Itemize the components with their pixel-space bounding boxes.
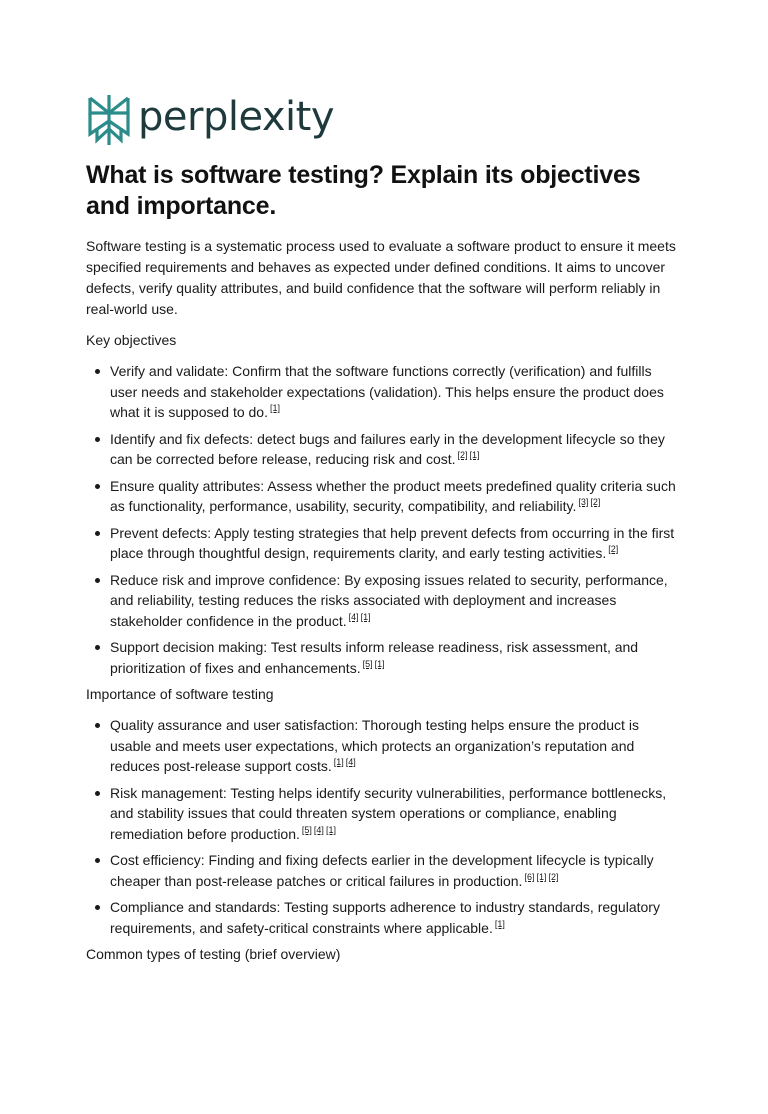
citation-link[interactable]: [4] — [348, 611, 359, 622]
list-item — [110, 570, 682, 632]
perplexity-logo — [86, 90, 682, 150]
citation-link[interactable]: [1] — [325, 824, 336, 835]
list-item — [110, 476, 682, 517]
citation-link[interactable]: [1] — [536, 871, 547, 882]
objectives-list — [86, 361, 682, 678]
types-heading: Common types of testing (brief overview) — [86, 946, 341, 962]
citation-link[interactable]: [6] — [524, 871, 535, 882]
page-title: What is software testing? Explain its objectives and importance. — [86, 161, 641, 220]
list-item-text: Verify and validate: Confirm that the software functions correctly (verification) and fulfills user needs and stakeholder expectations (validation). This helps ensure the product does what it is supposed to do. — [110, 363, 664, 420]
list-item — [110, 715, 682, 777]
citation-link[interactable]: [1] — [494, 918, 505, 929]
citation-link[interactable]: [5] — [362, 658, 373, 669]
list-item — [110, 850, 682, 891]
list-item-text: Quality assurance and user satisfaction: Thorough testing helps ensure the product is usable and meets user expectations, which protects an organization’s reputation and reduces post-release support costs. — [110, 717, 639, 774]
importance-list — [86, 715, 682, 938]
list-item — [110, 637, 682, 678]
list-item — [110, 783, 682, 845]
list-item-text: Compliance and standards: Testing supports adherence to industry standards, regulatory requirements, and safety-critical constraints where applicable. — [110, 899, 660, 936]
citation-link[interactable]: [1] — [374, 658, 385, 669]
citation-link[interactable]: [4] — [345, 757, 356, 768]
list-item-text: Identify and fix defects: detect bugs and failures early in the development lifecycle so they can be corrected before release, reducing risk and cost. — [110, 430, 665, 467]
list-item-text: Ensure quality attributes: Assess whether the product meets predefined quality criteria such as functionality, performance, usability, security, compatibility, and reliability. — [110, 477, 676, 514]
list-item-text: Cost efficiency: Finding and fixing defects earlier in the development lifecycle is typically cheaper than post-release patches or critical failures in production. — [110, 852, 654, 889]
citation-link[interactable]: [2] — [548, 871, 559, 882]
citation-link[interactable]: [4] — [313, 824, 324, 835]
brand-name: perplexity — [138, 94, 334, 140]
intro-paragraph: Software testing is a systematic process used to evaluate a software product to ensure it meets specified requirements and behaves as expected under defined conditions. It aims to uncover defects, verify quality attributes, and build confidence that the software will perform reliably in real-world use. — [86, 238, 676, 317]
list-item — [110, 361, 682, 423]
list-item-text: Reduce risk and improve confidence: By exposing issues related to security, performance, and reliability, testing reduces the risks associated with deployment and increases stakeholder confidence in the product. — [110, 571, 668, 629]
citation-link[interactable]: [2] — [457, 450, 468, 461]
citation-link[interactable]: [2] — [608, 544, 619, 555]
list-item — [110, 523, 682, 564]
citation-link[interactable]: [1] — [360, 611, 371, 622]
citation-link[interactable]: [3] — [578, 497, 589, 508]
list-item — [110, 429, 682, 470]
perplexity-logo-icon — [86, 92, 132, 148]
citation-link[interactable]: [1] — [469, 450, 480, 461]
list-item-text: Prevent defects: Apply testing strategies that help prevent defects from occurring in the first place through thoughtful design, requirements clarity, and early testing activities. — [110, 524, 675, 561]
document-page — [0, 90, 768, 1114]
citation-link[interactable]: [5] — [301, 824, 312, 835]
objectives-heading: Key objectives — [86, 332, 177, 348]
citation-link[interactable]: [1] — [333, 757, 344, 768]
citation-link[interactable]: [1] — [270, 403, 281, 414]
list-item-text: Support decision making: Test results inform release readiness, risk assessment, and prioritization of fixes and enhancements. — [110, 639, 639, 676]
list-item — [110, 897, 682, 938]
importance-heading: Importance of software testing — [86, 686, 274, 702]
citation-link[interactable]: [2] — [590, 497, 601, 508]
list-item-text: Risk management: Testing helps identify security vulnerabilities, performance bottlenecks, and stability issues that could threaten system operations or compliance, enabling remediation before production. — [110, 784, 667, 842]
